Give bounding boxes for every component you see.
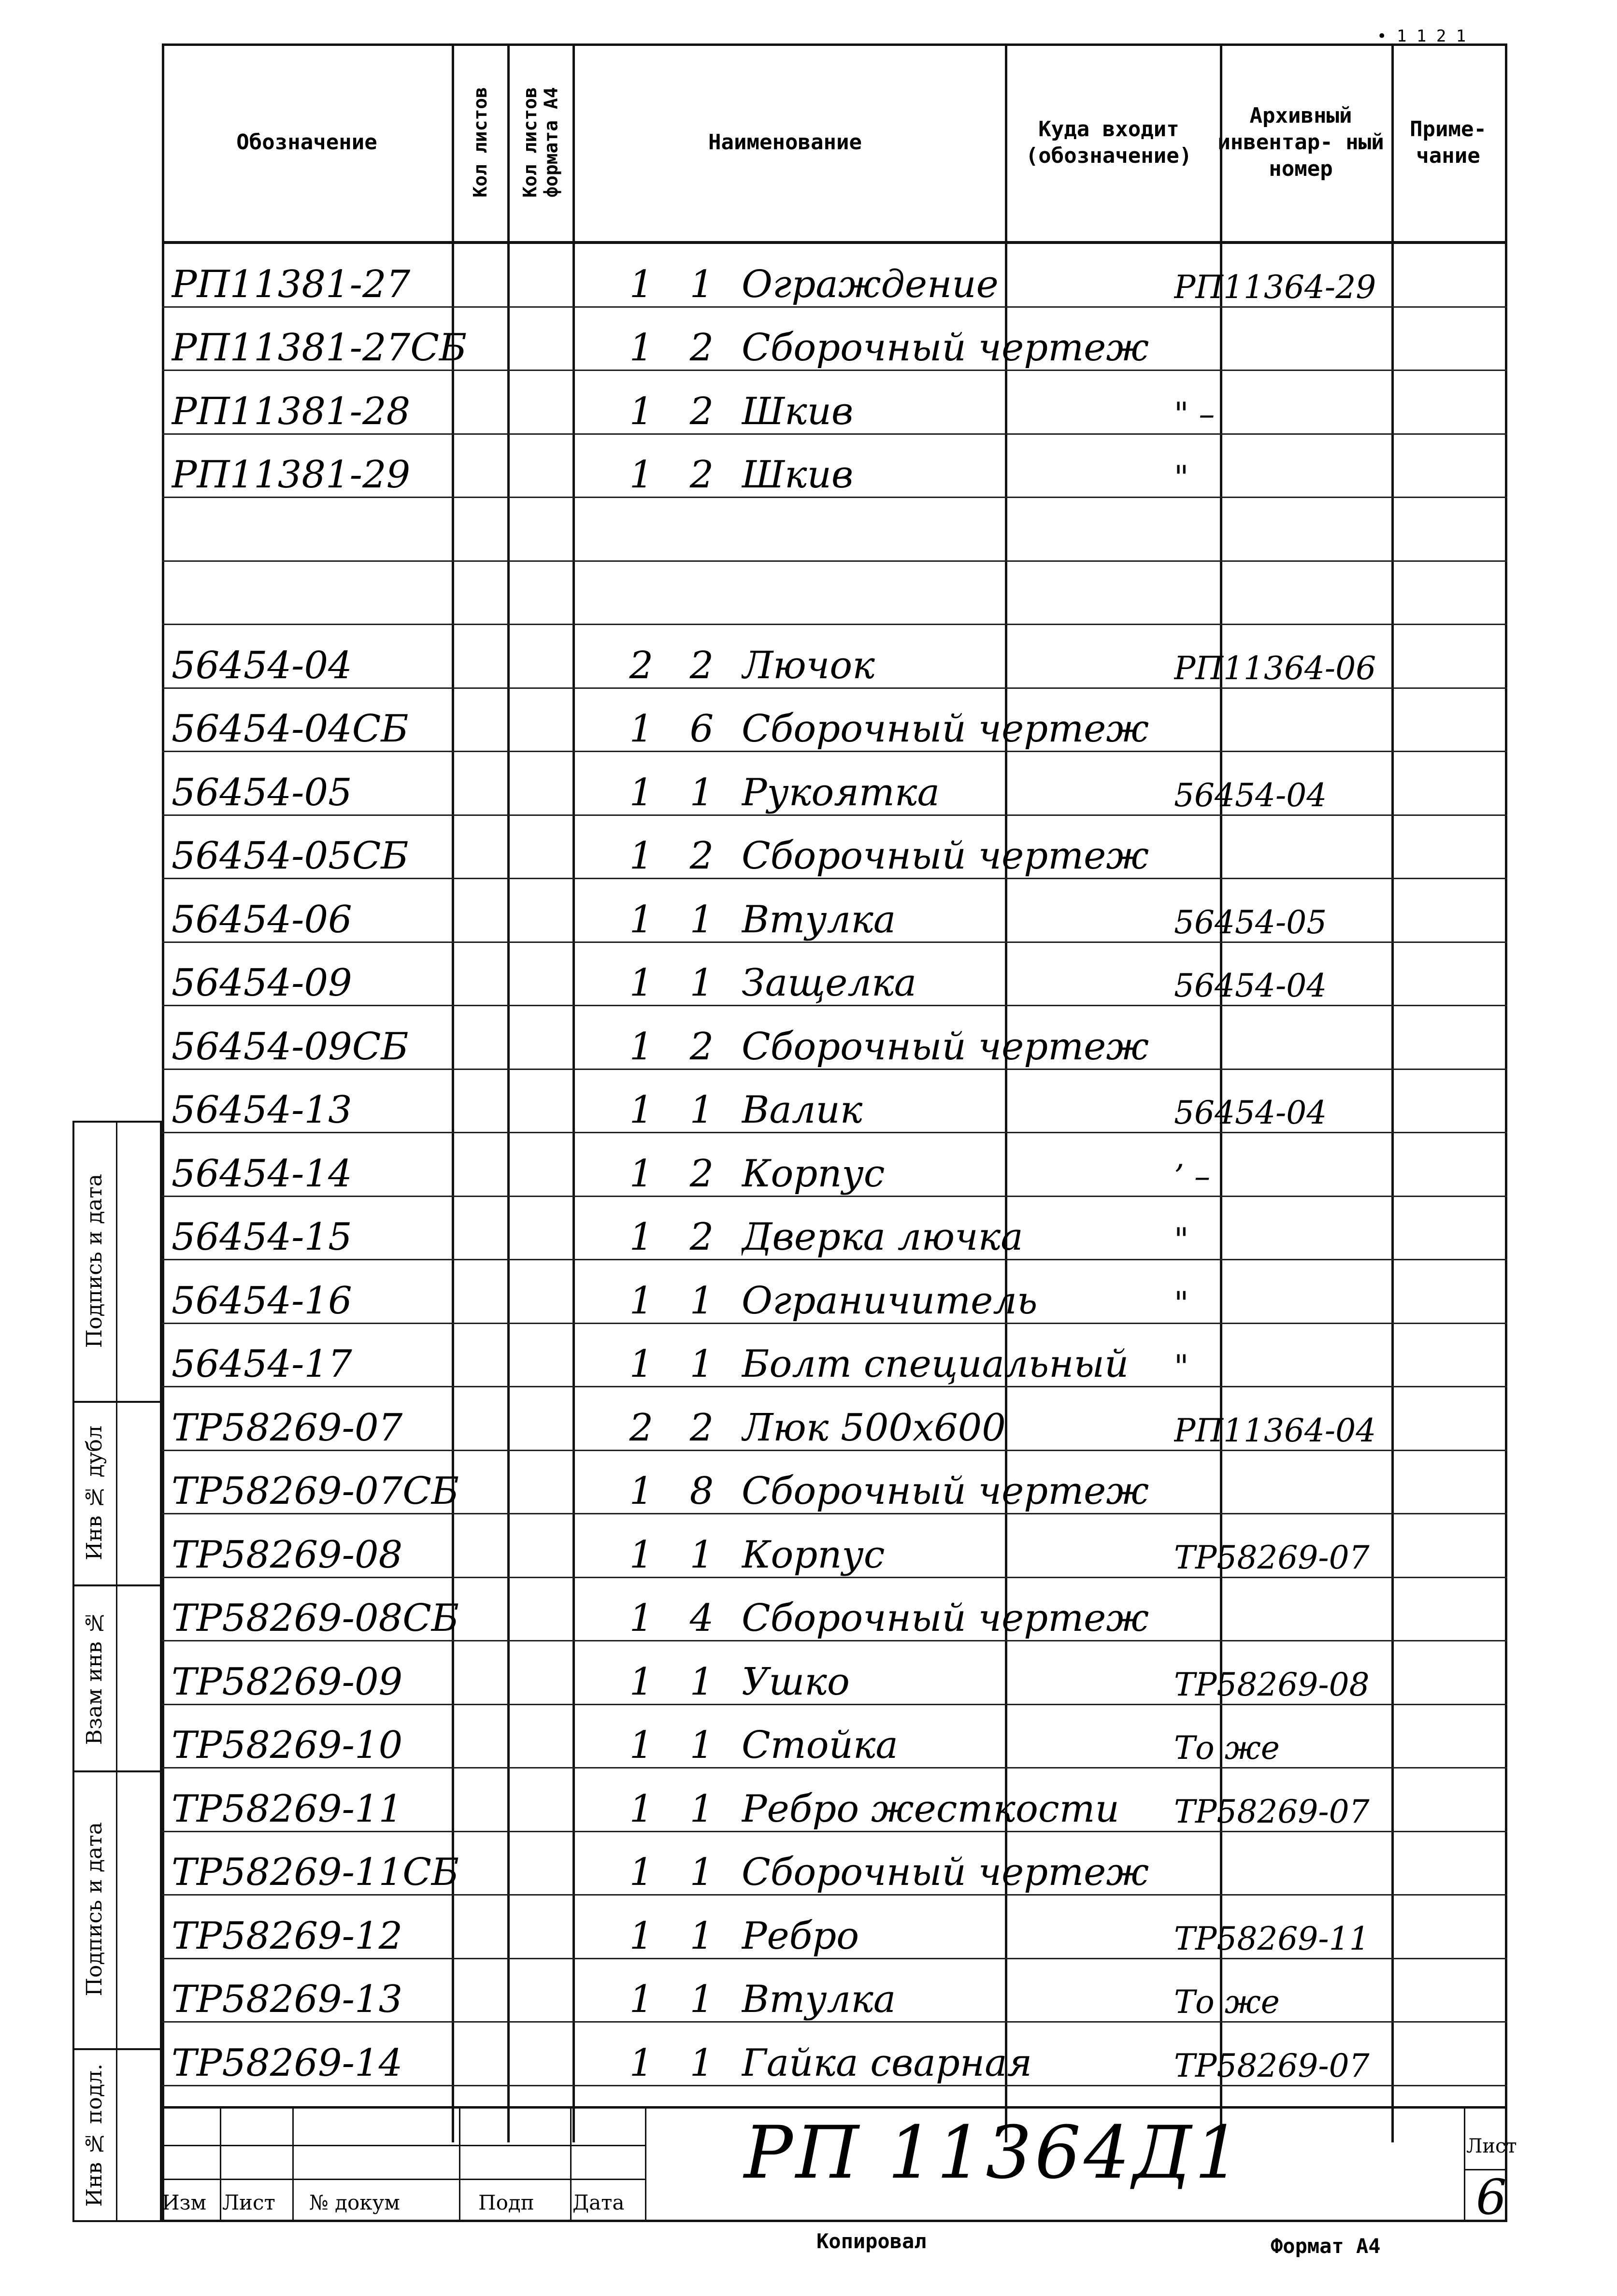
header-name: Наименование <box>708 130 862 155</box>
row-name: Ребро <box>742 1914 859 1958</box>
row-designation: ТР58269-07 <box>172 1406 403 1450</box>
row-where-used: РП11364-04 <box>1174 1412 1376 1449</box>
row-designation: РП11381-27СБ <box>172 326 467 370</box>
row-sheet-count: 1 <box>629 453 654 497</box>
margin-sign-date-2: Подпись и дата <box>82 1822 107 1997</box>
row-sheet-count: 1 <box>629 389 654 433</box>
row-designation: 56454-16 <box>172 1279 352 1323</box>
table-row <box>162 1768 1507 1832</box>
margin-sign-date-1: Подпись и дата <box>82 1173 107 1348</box>
row-a4-count: 1 <box>689 2041 714 2085</box>
row-a4-count: 2 <box>689 326 714 370</box>
row-name: Шкив <box>742 453 854 497</box>
row-a4-count: 1 <box>689 1279 714 1323</box>
row-a4-count: 2 <box>689 389 714 433</box>
row-name: Сборочный чертеж <box>742 834 1149 878</box>
table-row <box>162 1896 1507 1959</box>
row-designation: ТР58269-08 <box>172 1533 403 1577</box>
table-row <box>162 1006 1507 1070</box>
table-row <box>162 1324 1507 1388</box>
row-name: Сборочный чертеж <box>742 1025 1149 1069</box>
header-note: Приме- чание <box>1410 116 1487 168</box>
table-row <box>162 1832 1507 1896</box>
row-a4-count: 8 <box>689 1469 714 1513</box>
row-sheet-count: 1 <box>629 1660 654 1704</box>
row-name: Шкив <box>742 389 854 433</box>
table-row <box>162 1578 1507 1642</box>
row-name: Лючок <box>742 643 875 687</box>
row-sheet-count: 2 <box>629 1406 654 1450</box>
row-a4-count: 1 <box>689 1533 714 1577</box>
title-divider <box>1464 2106 1465 2222</box>
header-sheet-count: Кол листов <box>470 87 491 198</box>
row-a4-count: 2 <box>689 643 714 687</box>
footer-format: Формат А4 <box>1271 2234 1381 2258</box>
table-row <box>162 1260 1507 1324</box>
row-sheet-count: 1 <box>629 1152 654 1196</box>
margin-divider <box>116 1121 117 2222</box>
row-name: Валик <box>742 1088 863 1132</box>
row-where-used: РП11364-29 <box>1174 268 1376 306</box>
row-name: Сборочный чертеж <box>742 1851 1149 1894</box>
row-name: Защелка <box>742 961 917 1005</box>
row-name: Ушко <box>742 1660 850 1704</box>
table-row <box>162 562 1507 626</box>
table-row <box>162 1387 1507 1451</box>
title-sheet-label: Лист <box>1466 2135 1517 2157</box>
row-where-used: ТР58269-07 <box>1174 2047 1370 2084</box>
row-a4-count: 1 <box>689 262 714 306</box>
row-where-used: ТР58269-07 <box>1174 1793 1370 1830</box>
row-a4-count: 1 <box>689 1088 714 1132</box>
row-a4-count: 2 <box>689 1406 714 1450</box>
row-designation: 56454-17 <box>172 1342 352 1386</box>
row-where-used <box>1174 1578 1387 1640</box>
row-designation: ТР58269-12 <box>172 1914 403 1958</box>
row-name <box>742 562 1167 624</box>
row-sheet-count: 1 <box>629 1088 654 1132</box>
table-row <box>162 1070 1507 1134</box>
row-where-used: 56454-04 <box>1174 967 1327 1004</box>
title-divider <box>645 2106 646 2222</box>
margin-inv-podl: Инв № подл. <box>82 2063 107 2207</box>
corner-mark: • 1 1 2 1 <box>1377 27 1466 46</box>
row-designation: 56454-04СБ <box>172 707 409 751</box>
row-where-used: 56454-04 <box>1174 1094 1327 1131</box>
row-a4-count: 2 <box>689 1215 714 1259</box>
row-sheet-count <box>614 498 669 560</box>
row-designation: 56454-06 <box>172 898 352 941</box>
row-sheet-count: 1 <box>629 834 654 878</box>
margin-inv-dubl: Инв № дубл <box>82 1425 107 1560</box>
row-designation: РП11381-29 <box>172 453 411 497</box>
title-podp: Подп <box>478 2191 534 2214</box>
row-sheet-count: 1 <box>629 770 654 814</box>
row-designation: ТР58269-10 <box>172 1724 403 1767</box>
row-where-used <box>1174 1006 1387 1069</box>
row-sheet-count: 1 <box>629 707 654 751</box>
row-a4-count: 1 <box>689 1978 714 2021</box>
row-a4-count: 1 <box>689 1851 714 1894</box>
table-row <box>162 435 1507 499</box>
row-where-used: " <box>1174 1348 1189 1385</box>
table-row <box>162 1133 1507 1197</box>
margin-vzam-inv: Взам инв № <box>82 1610 107 1745</box>
row-designation <box>172 562 606 624</box>
row-where-used: То же <box>1174 1729 1280 1767</box>
row-designation: 56454-05 <box>172 770 352 814</box>
title-divider <box>570 2106 572 2222</box>
row-name: Ограничитель <box>742 1279 1038 1323</box>
row-name: Корпус <box>742 1533 885 1577</box>
row-name: Сборочный чертеж <box>742 326 1149 370</box>
row-where-used <box>1174 498 1387 560</box>
title-doc-no: № докум <box>309 2191 400 2214</box>
sheet-number: 6 <box>1476 2169 1510 2225</box>
table-row <box>162 308 1507 371</box>
row-designation: ТР58269-09 <box>172 1660 403 1704</box>
row-where-used: ТР58269-08 <box>1174 1666 1370 1703</box>
row-name: Гайка сварная <box>742 2041 1032 2085</box>
table-row <box>162 244 1507 308</box>
table-row <box>162 879 1507 943</box>
row-designation: 56454-09СБ <box>172 1025 409 1069</box>
title-list: Лист <box>222 2191 275 2214</box>
table-row <box>162 1451 1507 1515</box>
row-where-used: 56454-04 <box>1174 776 1327 814</box>
header-designation: Обозначение <box>236 130 377 155</box>
row-designation: 56454-05СБ <box>172 834 409 878</box>
row-designation: 56454-13 <box>172 1088 352 1132</box>
row-name: Корпус <box>742 1152 885 1196</box>
table-row <box>162 498 1507 562</box>
row-where-used: " – <box>1174 395 1215 433</box>
table-row <box>162 1705 1507 1769</box>
row-designation: ТР58269-11 <box>172 1787 403 1831</box>
row-sheet-count: 1 <box>629 1533 654 1577</box>
row-where-used <box>1174 1451 1387 1513</box>
title-divider <box>459 2106 460 2222</box>
title-divider <box>162 2179 645 2180</box>
row-a4-count: 1 <box>689 1914 714 1958</box>
row-sheet-count: 1 <box>629 1025 654 1069</box>
table-row <box>162 625 1507 689</box>
row-name: Сборочный чертеж <box>742 1469 1149 1513</box>
row-where-used: " <box>1174 459 1189 496</box>
row-sheet-count: 1 <box>629 1724 654 1767</box>
row-designation: 56454-09 <box>172 961 352 1005</box>
row-name: Ребро жесткости <box>742 1787 1119 1831</box>
row-a4-count: 2 <box>689 1152 714 1196</box>
row-designation <box>172 498 606 560</box>
row-name: Сборочный чертеж <box>742 1597 1149 1640</box>
table-row <box>162 1197 1507 1261</box>
row-where-used <box>1174 562 1387 624</box>
title-divider <box>292 2106 294 2222</box>
row-sheet-count: 1 <box>629 1787 654 1831</box>
row-a4-count: 1 <box>689 898 714 941</box>
row-name: Болт специальный <box>742 1342 1129 1386</box>
row-designation: РП11381-28 <box>172 389 411 433</box>
header-archive: Архивный инвентар- ный номер <box>1217 103 1384 181</box>
table-row <box>162 943 1507 1007</box>
header-where-used: Куда входит (обозначение) <box>1025 116 1192 168</box>
row-where-used <box>1174 689 1387 751</box>
title-izm: Изм <box>162 2191 207 2214</box>
table-row <box>162 1641 1507 1705</box>
row-a4-count: 2 <box>689 834 714 878</box>
footer-copied: Копировал <box>816 2229 927 2253</box>
header-a4-count: Кол листов формата А4 <box>519 87 562 198</box>
row-designation: ТР58269-08СБ <box>172 1597 459 1640</box>
row-where-used: " <box>1174 1221 1189 1258</box>
row-where-used <box>1174 308 1387 370</box>
row-sheet-count: 1 <box>629 1851 654 1894</box>
row-a4-count: 1 <box>689 1342 714 1386</box>
row-designation: ТР58269-14 <box>172 2041 403 2085</box>
row-name: Рукоятка <box>742 770 940 814</box>
row-where-used: РП11364-06 <box>1174 649 1376 687</box>
title-data: Дата <box>572 2191 625 2214</box>
table-row <box>162 689 1507 753</box>
row-designation: РП11381-27 <box>172 262 411 306</box>
row-sheet-count: 1 <box>629 898 654 941</box>
row-sheet-count: 1 <box>629 262 654 306</box>
row-sheet-count: 1 <box>629 1469 654 1513</box>
table-row <box>162 816 1507 880</box>
row-name: Ограждение <box>742 262 999 306</box>
table-row <box>162 371 1507 435</box>
row-name: Втулка <box>742 1978 896 2021</box>
row-a4-count: 1 <box>689 1724 714 1767</box>
row-where-used: ’ – <box>1174 1157 1210 1195</box>
row-sheet-count: 1 <box>629 326 654 370</box>
table-row <box>162 752 1507 816</box>
row-sheet-count: 1 <box>629 1914 654 1958</box>
row-name: Втулка <box>742 898 896 941</box>
row-a4-count <box>672 562 732 624</box>
row-where-used: ТР58269-07 <box>1174 1539 1370 1576</box>
row-where-used: " <box>1174 1284 1189 1322</box>
row-name: Люк 500х600 <box>742 1406 1006 1450</box>
row-where-used: То же <box>1174 1983 1280 2021</box>
row-a4-count: 2 <box>689 1025 714 1069</box>
row-sheet-count: 1 <box>629 1597 654 1640</box>
row-where-used <box>1174 816 1387 878</box>
row-name: Дверка лючка <box>742 1215 1023 1259</box>
row-designation: ТР58269-11СБ <box>172 1851 459 1894</box>
row-a4-count: 1 <box>689 1660 714 1704</box>
title-divider <box>162 2145 645 2146</box>
row-designation: 56454-04 <box>172 643 352 687</box>
table-row <box>162 1514 1507 1578</box>
table-header <box>162 43 1507 244</box>
row-a4-count: 6 <box>689 707 714 751</box>
row-designation: 56454-14 <box>172 1152 352 1196</box>
row-designation: ТР58269-13 <box>172 1978 403 2021</box>
row-sheet-count <box>614 562 669 624</box>
row-sheet-count: 1 <box>629 1215 654 1259</box>
row-a4-count <box>672 498 732 560</box>
row-a4-count: 2 <box>689 453 714 497</box>
table-row <box>162 1959 1507 2023</box>
row-sheet-count: 1 <box>629 1978 654 2021</box>
row-a4-count: 1 <box>689 770 714 814</box>
table-row <box>162 2023 1507 2086</box>
row-sheet-count: 1 <box>629 1342 654 1386</box>
title-divider <box>220 2106 221 2222</box>
row-sheet-count: 2 <box>629 643 654 687</box>
row-name: Стойка <box>742 1724 898 1767</box>
row-sheet-count: 1 <box>629 961 654 1005</box>
row-where-used: ТР58269-11 <box>1174 1920 1370 1957</box>
row-designation: ТР58269-07СБ <box>172 1469 459 1513</box>
row-where-used <box>1174 1832 1387 1895</box>
row-a4-count: 1 <box>689 1787 714 1831</box>
document-code: РП 11364Д1 <box>744 2111 1244 2195</box>
row-sheet-count: 1 <box>629 1279 654 1323</box>
row-a4-count: 1 <box>689 961 714 1005</box>
row-where-used: 56454-05 <box>1174 903 1327 941</box>
row-name <box>742 498 1167 560</box>
row-designation: 56454-15 <box>172 1215 352 1259</box>
row-name: Сборочный чертеж <box>742 707 1149 751</box>
row-a4-count: 4 <box>689 1597 714 1640</box>
row-sheet-count: 1 <box>629 2041 654 2085</box>
